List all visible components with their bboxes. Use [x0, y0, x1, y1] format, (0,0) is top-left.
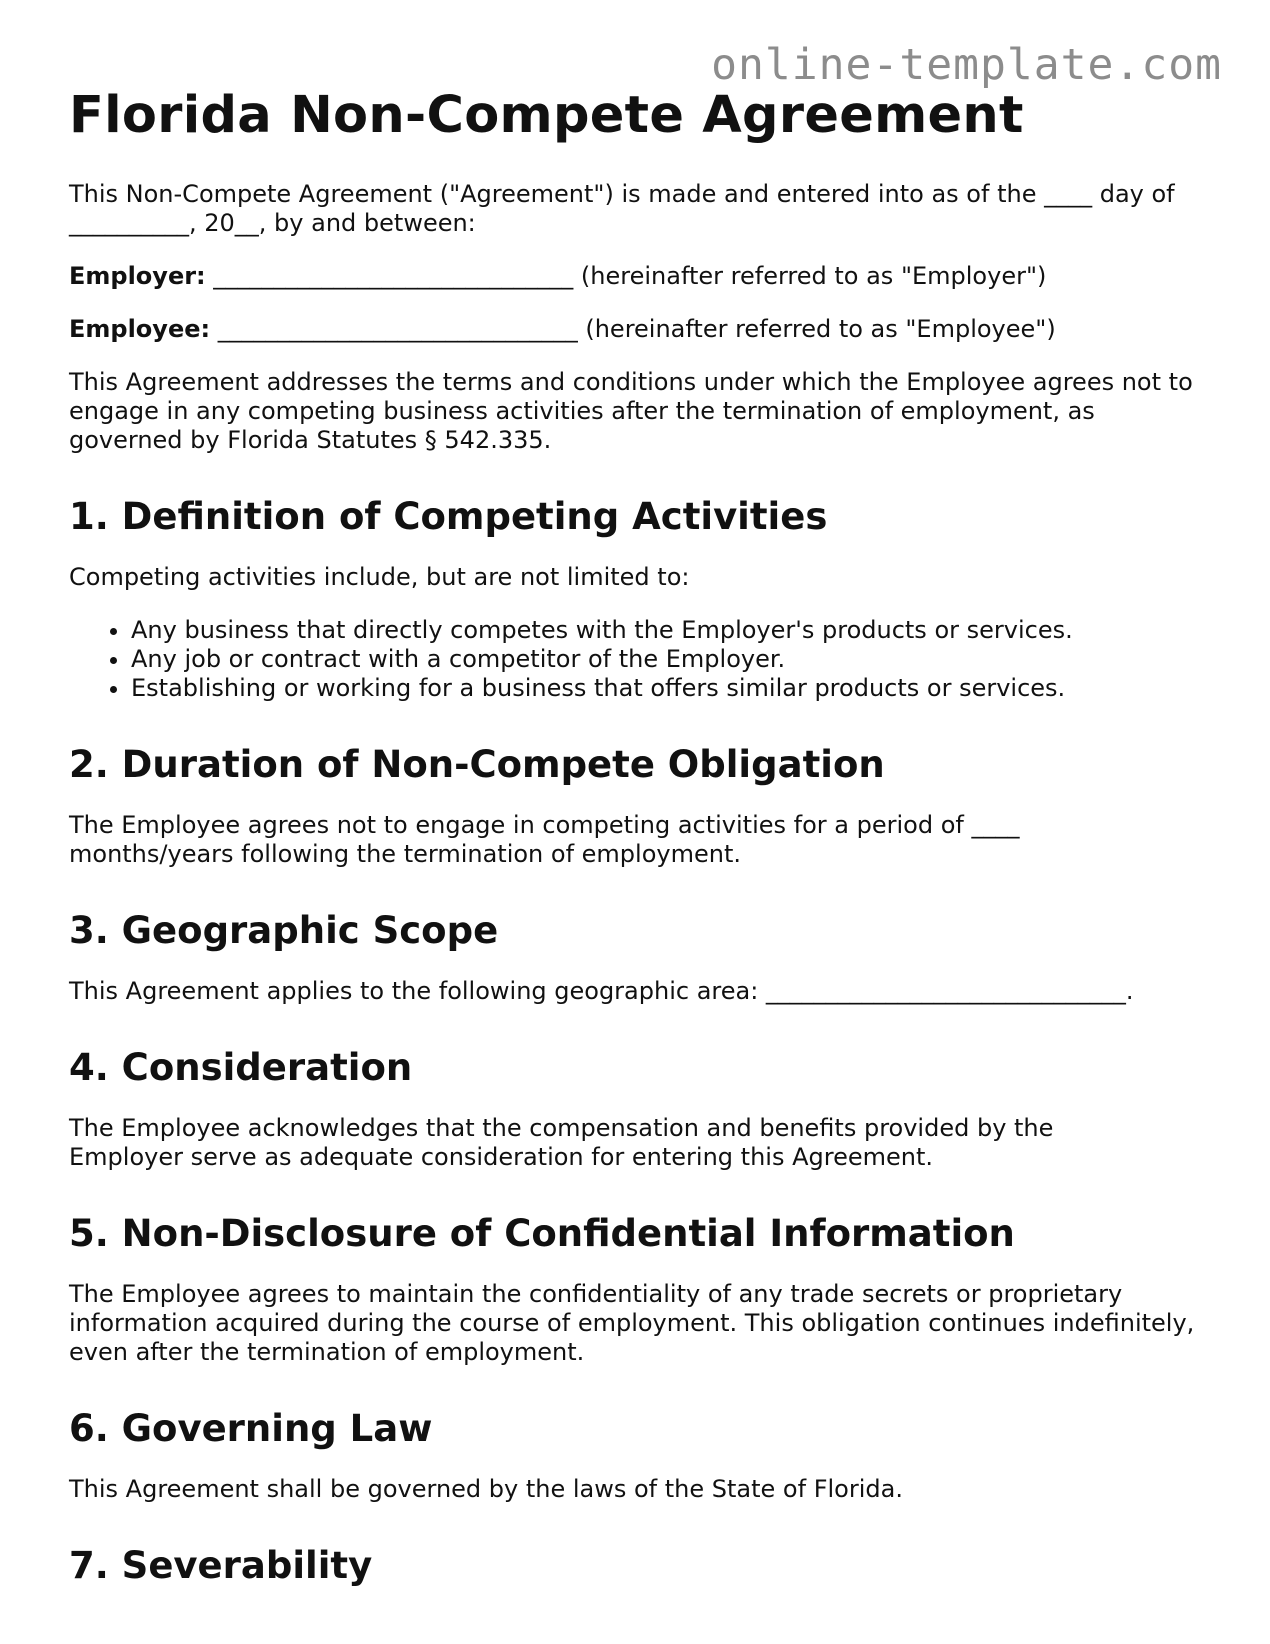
section-3-heading: 3. Geographic Scope: [69, 909, 499, 952]
purpose-paragraph: This Agreement addresses the terms and conditions under which the Employee agrees not to engage in any competing business activities after the termination of employment, as governed by Florida Statutes § 542.335.: [69, 368, 1193, 454]
section-4-heading: 4. Consideration: [69, 1046, 413, 1089]
section-5-text: The Employee agrees to maintain the confidentiality of any trade secrets or proprietary information acquired during the course of employment. This obligation continues indefinitely, even after the termination of employment.: [69, 1280, 1195, 1366]
employee-text: ______________________________ (hereinafter referred to as "Employee"): [210, 315, 1056, 343]
section-4-text: The Employee acknowledges that the compensation and benefits provided by the Employer serve as adequate consideration for entering this Agreement.: [69, 1114, 1054, 1171]
competing-activities-list: [69, 616, 1199, 703]
section-1-text: Competing activities include, but are not limited to:: [69, 563, 690, 591]
section-7-heading: 7. Severability: [69, 1544, 373, 1587]
list-item: • Any job or contract with a competitor of the Employer.: [131, 645, 1199, 674]
section-2-heading: 2. Duration of Non-Compete Obligation: [69, 743, 885, 786]
watermark: online-template.com: [711, 40, 1222, 90]
section-2-text: The Employee agrees not to engage in competing activities for a period of ____ months/years following the termination of employment.: [69, 811, 1020, 868]
intro-paragraph: This Non-Compete Agreement ("Agreement") is made and entered into as of the ____ day of __________, 20__, by and between:: [69, 180, 1175, 237]
employer-text: ______________________________ (hereinafter referred to as "Employer"): [205, 262, 1047, 290]
employer-line: [69, 262, 1199, 291]
section-6-text: This Agreement shall be governed by the laws of the State of Florida.: [69, 1475, 903, 1503]
section-6-heading: 6. Governing Law: [69, 1407, 433, 1450]
section-1-heading: 1. Definition of Competing Activities: [69, 495, 828, 538]
section-3-text: This Agreement applies to the following geographic area: ______________________________.: [69, 977, 1134, 1005]
employee-line: [69, 315, 1199, 344]
document-title: Florida Non-Compete Agreement: [69, 86, 1024, 145]
employee-label: Employee:: [69, 315, 211, 343]
employer-label: Employer:: [69, 262, 206, 290]
document-body: [69, 180, 1199, 1612]
list-item: • Establishing or working for a business that offers similar products or services.: [131, 674, 1199, 703]
list-item: • Any business that directly competes with the Employer's products or services.: [131, 616, 1199, 645]
section-5-heading: 5. Non-Disclosure of Confidential Information: [69, 1212, 1015, 1255]
